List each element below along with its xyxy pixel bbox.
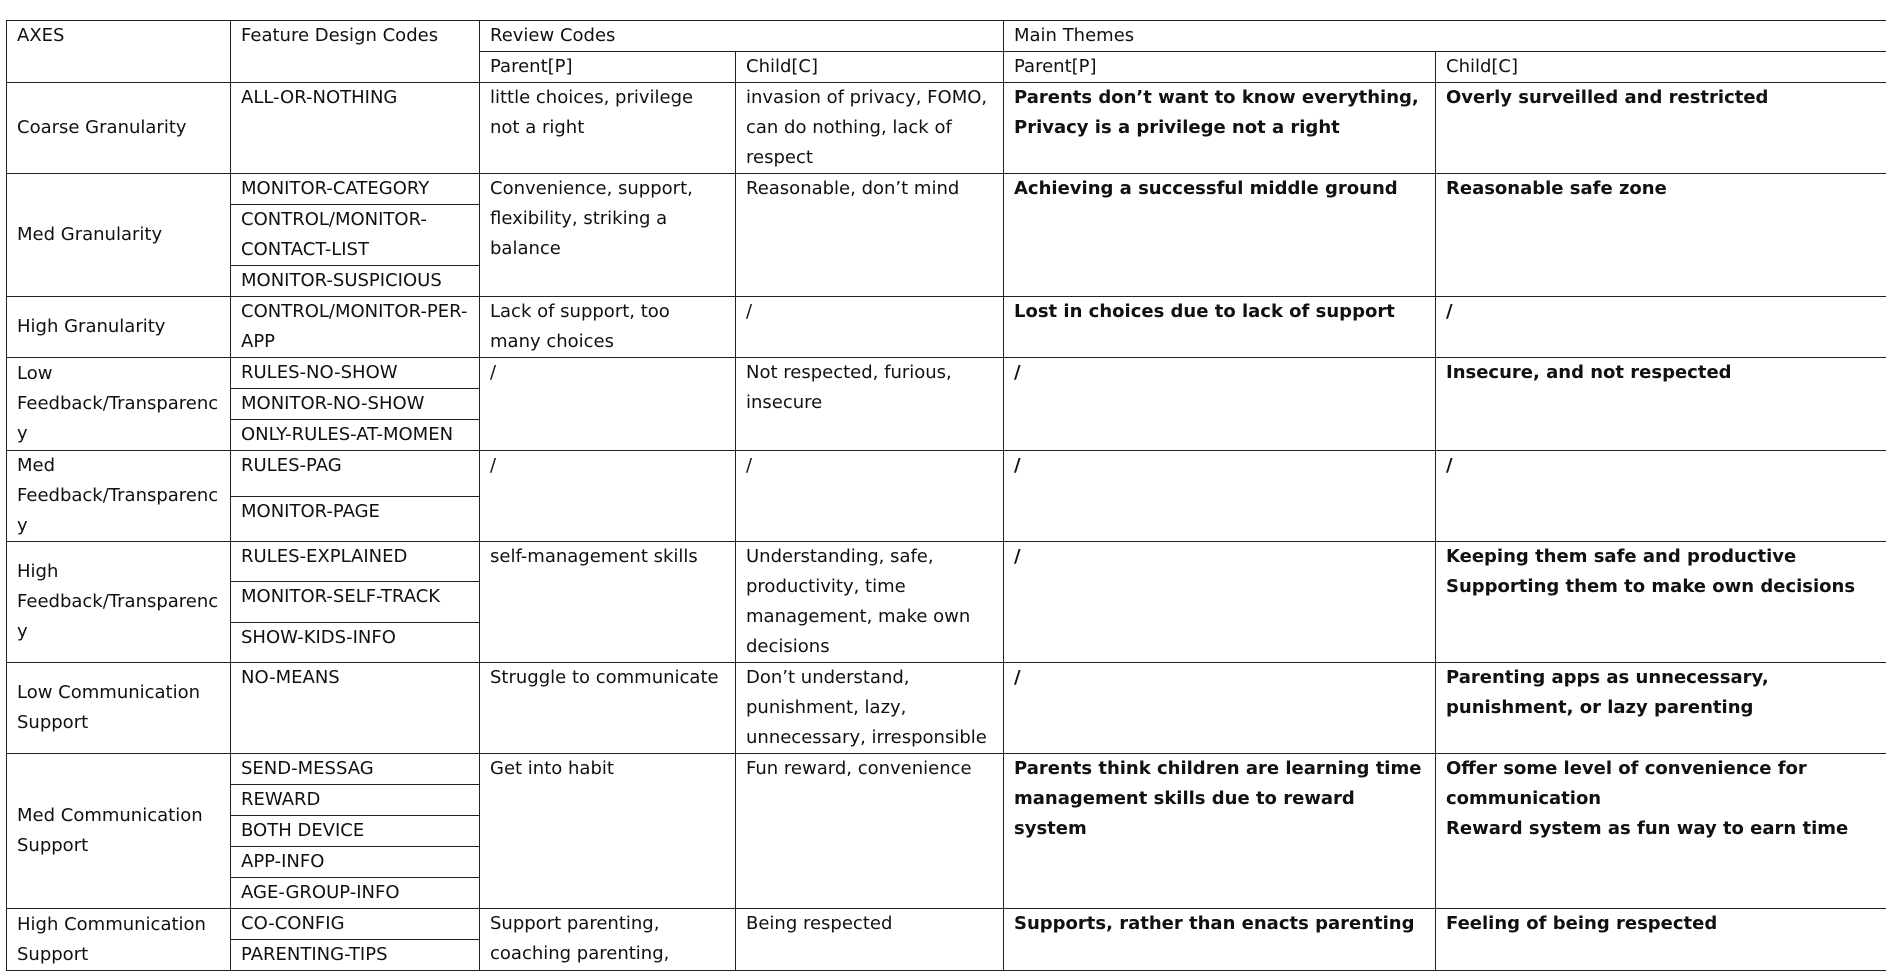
theme-line: Parenting apps as unnecessary, punishment, or lazy parenting [1446, 667, 1769, 718]
axis-cell: Low Feedback/Transparency [7, 358, 231, 451]
theme-child-cell [1436, 358, 1886, 451]
feature-code-cell: RULES-PAG [231, 451, 480, 497]
theme-line: Insecure, and not respected [1446, 362, 1732, 383]
table-wrapper [6, 20, 1886, 971]
theme-child-cell [1436, 174, 1886, 297]
review-parent-cell: Get into habit [480, 754, 736, 909]
feature-code-cell: ONLY-RULES-AT-MOMEN [231, 420, 480, 451]
review-parent-cell: self-management skills [480, 542, 736, 663]
axis-cell: Med Communication Support [7, 754, 231, 909]
feature-code-cell: MONITOR-NO-SHOW [231, 389, 480, 420]
feature-code-cell: MONITOR-CATEGORY [231, 174, 480, 205]
table-row [7, 297, 1886, 358]
axis-cell: High Granularity [7, 297, 231, 358]
theme-line: Keeping them safe and productive [1446, 546, 1797, 567]
theme-parent-cell [1004, 451, 1436, 542]
theme-line: / [1446, 455, 1453, 476]
feature-code-cell: SHOW-KIDS-INFO [231, 622, 480, 662]
feature-code-cell: CO-CONFIG [231, 909, 480, 940]
theme-line: / [1446, 301, 1453, 322]
theme-parent-cell [1004, 909, 1436, 971]
theme-line: / [1014, 455, 1021, 476]
review-child-cell: Don’t understand, punishment, lazy, unnecessary, irresponsible [736, 663, 1004, 754]
theme-child-cell [1436, 83, 1886, 174]
theme-child-cell [1436, 542, 1886, 663]
header-theme-parent: Parent[P] [1004, 52, 1436, 83]
feature-code-cell: ALL-OR-NOTHING [231, 83, 480, 174]
table-row [7, 542, 1886, 582]
header-review-parent: Parent[P] [480, 52, 736, 83]
table-row [7, 451, 1886, 497]
header-review-child: Child[C] [736, 52, 1004, 83]
theme-child-cell [1436, 297, 1886, 358]
feature-code-cell: BOTH DEVICE [231, 816, 480, 847]
theme-line: Lost in choices due to lack of support [1014, 301, 1395, 322]
review-child-cell: Being respected [736, 909, 1004, 971]
feature-code-cell: REWARD [231, 785, 480, 816]
feature-code-cell: MONITOR-SELF-TRACK [231, 582, 480, 622]
theme-line: / [1014, 362, 1021, 383]
theme-line: Supporting them to make own decisions [1446, 576, 1856, 597]
review-parent-cell: / [480, 358, 736, 451]
theme-child-cell [1436, 451, 1886, 542]
feature-code-cell: RULES-NO-SHOW [231, 358, 480, 389]
axis-cell: High Communication Support [7, 909, 231, 971]
theme-parent-cell [1004, 358, 1436, 451]
table-row [7, 358, 1886, 389]
header-row [7, 21, 1886, 52]
theme-line: Offer some level of convenience for communication [1446, 758, 1807, 809]
theme-child-cell [1436, 663, 1886, 754]
axis-cell: Med Feedback/Transparency [7, 451, 231, 542]
table-row [7, 83, 1886, 174]
theme-line: Reasonable safe zone [1446, 178, 1667, 199]
review-parent-cell: / [480, 451, 736, 542]
theme-line: Overly surveilled and restricted [1446, 87, 1769, 108]
theme-parent-cell [1004, 174, 1436, 297]
theme-line: Privacy is a privilege not a right [1014, 117, 1340, 138]
table-row [7, 174, 1886, 205]
feature-code-cell: APP-INFO [231, 847, 480, 878]
header-review-codes: Review Codes [480, 21, 1004, 52]
feature-code-cell: RULES-EXPLAINED [231, 542, 480, 582]
review-parent-cell: Support parenting, coaching parenting, [480, 909, 736, 971]
feature-code-cell: NO-MEANS [231, 663, 480, 754]
review-parent-cell: little choices, privilege not a right [480, 83, 736, 174]
theme-parent-cell [1004, 83, 1436, 174]
table-row [7, 909, 1886, 940]
themes-table [6, 20, 1886, 971]
theme-parent-cell [1004, 542, 1436, 663]
header-axes: AXES [7, 21, 231, 83]
table-row [7, 754, 1886, 785]
review-child-cell: invasion of privacy, FOMO, can do nothing, lack of respect [736, 83, 1004, 174]
theme-line: Parents think children are learning time management skills due to reward system [1014, 758, 1422, 839]
axis-cell: Coarse Granularity [7, 83, 231, 174]
theme-parent-cell [1004, 297, 1436, 358]
feature-code-cell: AGE-GROUP-INFO [231, 878, 480, 909]
feature-code-cell: MONITOR-SUSPICIOUS [231, 266, 480, 297]
axis-cell: High Feedback/Transparency [7, 542, 231, 663]
theme-line: / [1014, 667, 1021, 688]
review-parent-cell: Convenience, support, flexibility, striking a balance [480, 174, 736, 297]
feature-code-cell: PARENTING-TIPS [231, 940, 480, 971]
feature-code-cell: CONTROL/MONITOR-PER-APP [231, 297, 480, 358]
axis-cell: Med Granularity [7, 174, 231, 297]
review-child-cell: / [736, 297, 1004, 358]
review-child-cell: / [736, 451, 1004, 542]
review-child-cell: Reasonable, don’t mind [736, 174, 1004, 297]
theme-child-cell [1436, 754, 1886, 909]
review-parent-cell: Struggle to communicate [480, 663, 736, 754]
feature-code-cell: MONITOR-PAGE [231, 496, 480, 542]
feature-code-cell: CONTROL/MONITOR-CONTACT-LIST [231, 205, 480, 266]
review-parent-cell: Lack of support, too many choices [480, 297, 736, 358]
feature-code-cell: SEND-MESSAG [231, 754, 480, 785]
theme-line: / [1014, 546, 1021, 567]
axis-cell: Low Communication Support [7, 663, 231, 754]
header-theme-child: Child[C] [1436, 52, 1886, 83]
review-child-cell: Not respected, furious, insecure [736, 358, 1004, 451]
theme-line: Reward system as fun way to earn time [1446, 818, 1849, 839]
review-child-cell: Understanding, safe, productivity, time management, make own decisions [736, 542, 1004, 663]
header-main-themes: Main Themes [1004, 21, 1886, 52]
theme-line: Feeling of being respected [1446, 913, 1718, 934]
theme-line: Achieving a successful middle ground [1014, 178, 1398, 199]
review-child-cell: Fun reward, convenience [736, 754, 1004, 909]
table-row [7, 663, 1886, 754]
theme-child-cell [1436, 909, 1886, 971]
header-feature-design-codes: Feature Design Codes [231, 21, 480, 83]
theme-parent-cell [1004, 754, 1436, 909]
theme-line: Parents don’t want to know everything, [1014, 87, 1419, 108]
theme-parent-cell [1004, 663, 1436, 754]
theme-line: Supports, rather than enacts parenting [1014, 913, 1415, 934]
